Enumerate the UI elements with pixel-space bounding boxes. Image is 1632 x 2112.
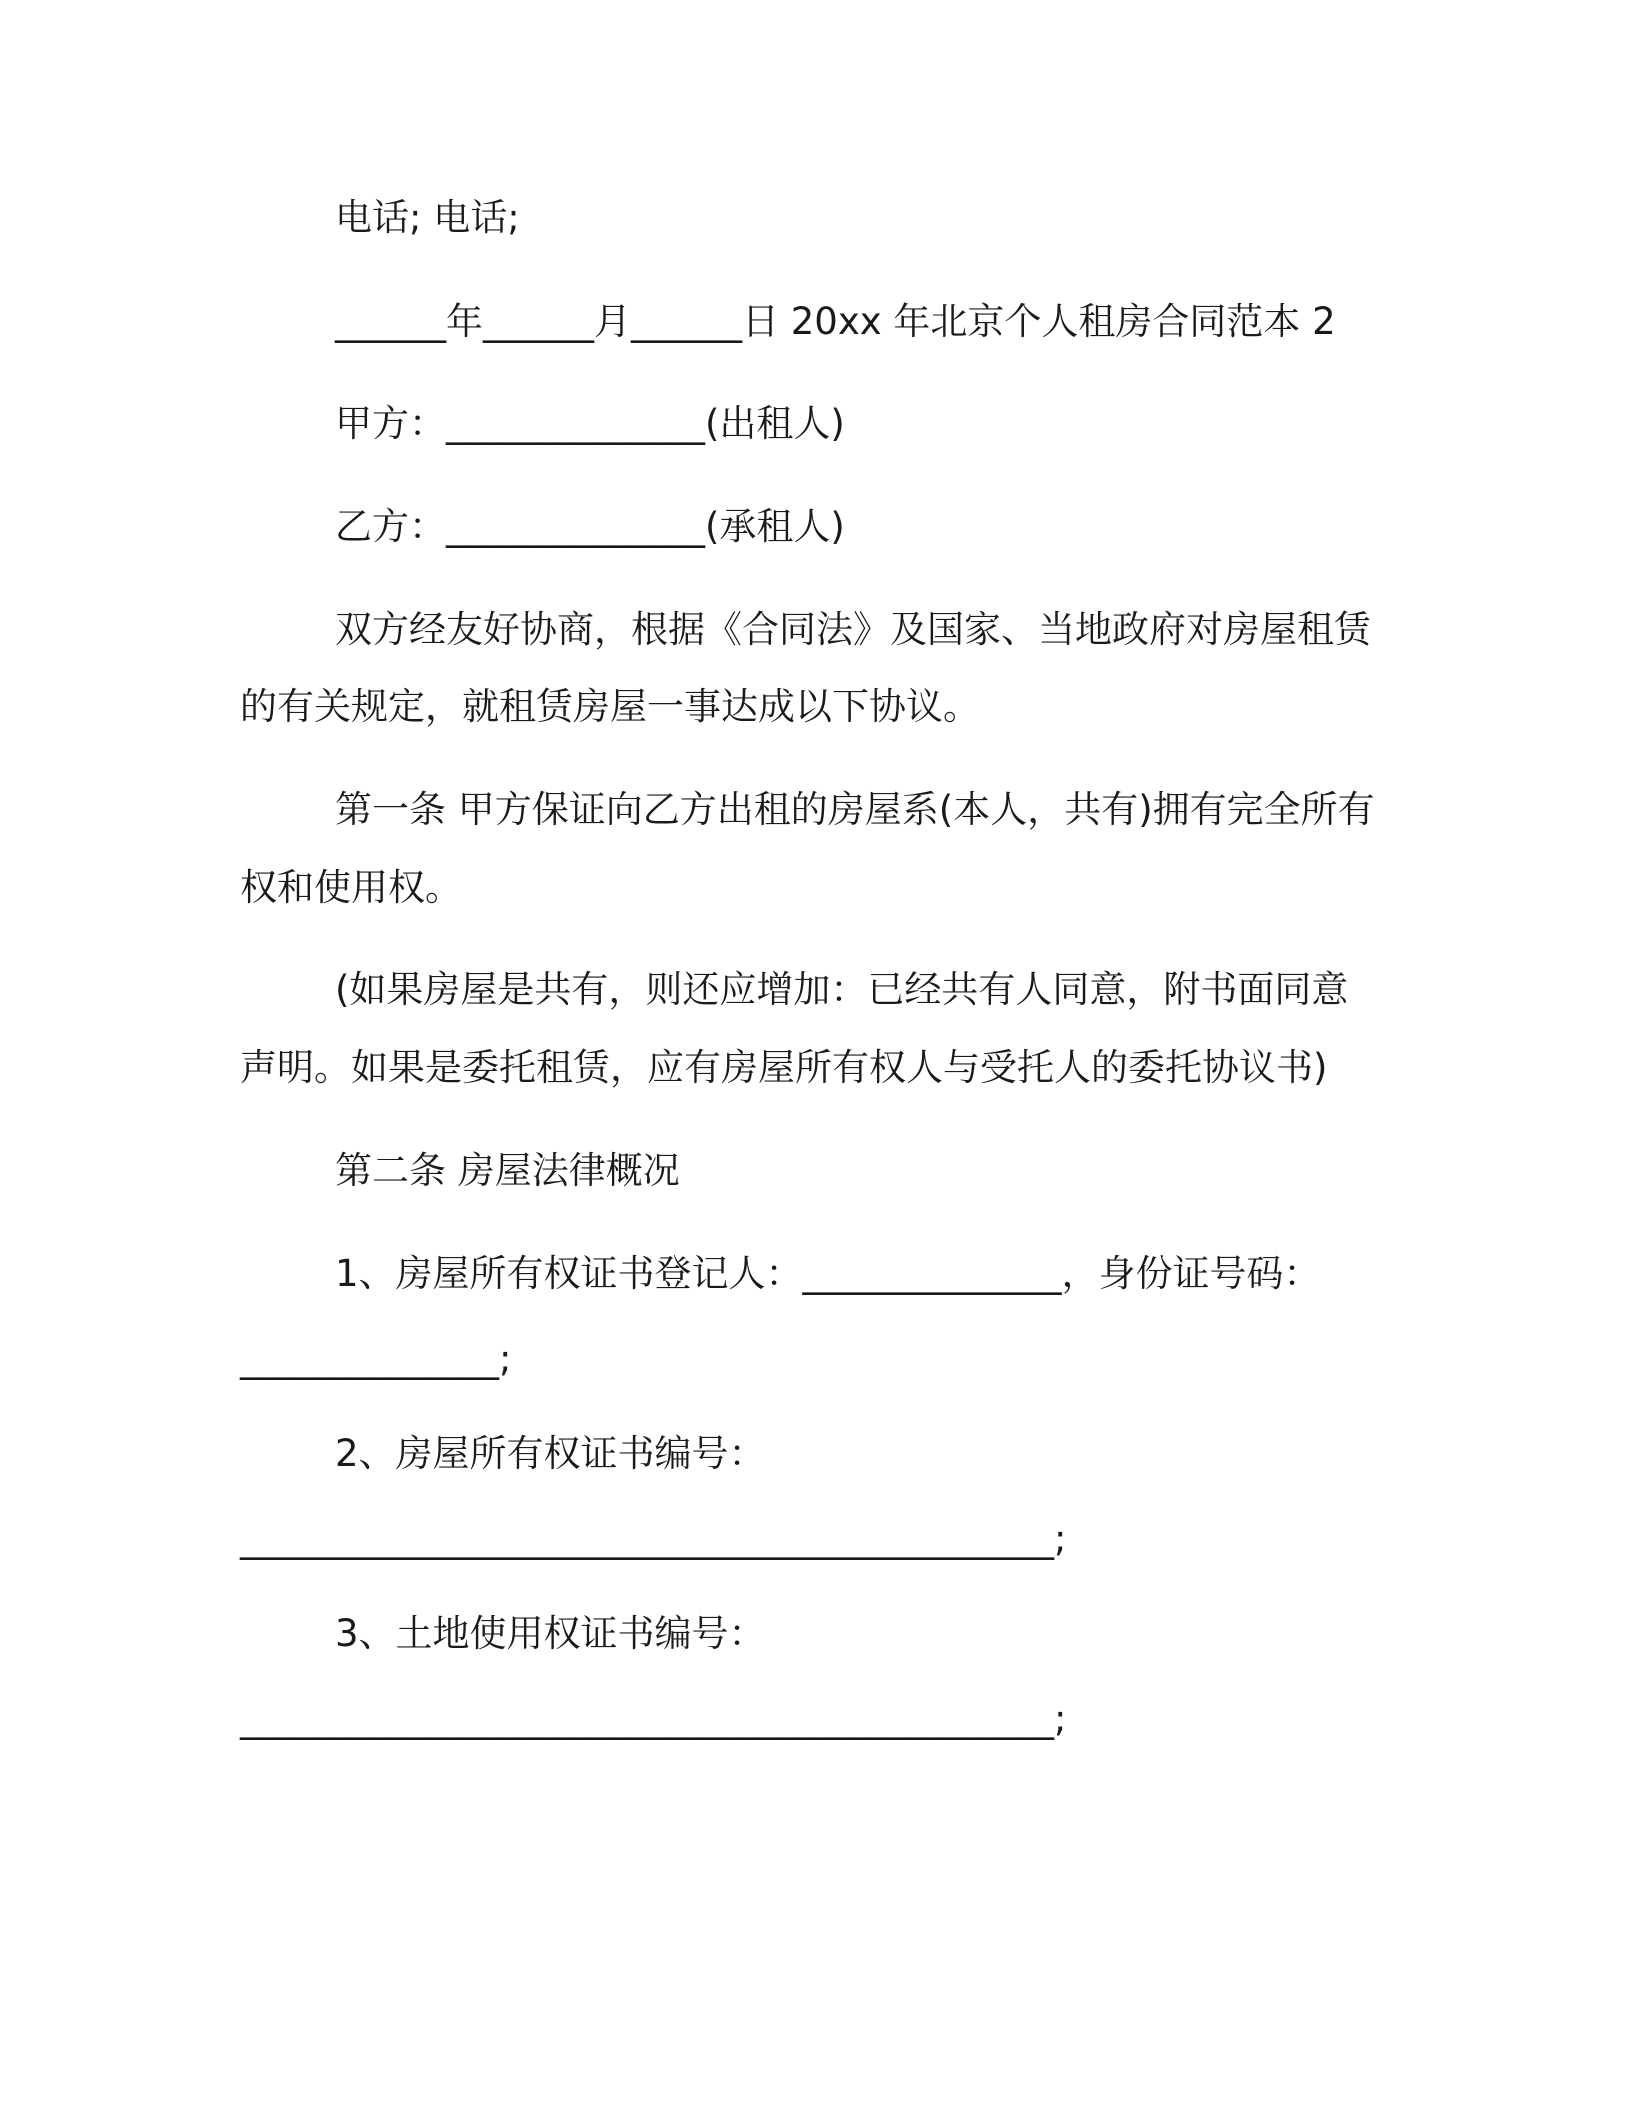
party-a-line: 甲方：______________(出租人) <box>335 402 845 445</box>
intro-paragraph-line-2: 的有关规定，就租赁房屋一事达成以下协议。 <box>240 685 980 728</box>
item-2-line-1: 2、房屋所有权证书编号： <box>335 1432 766 1475</box>
article-1-line-1: 第一条 甲方保证向乙方出租的房屋系(本人，共有)拥有完全所有 <box>335 788 1375 831</box>
intro-paragraph-line-1: 双方经友好协商，根据《合同法》及国家、当地政府对房屋租赁 <box>335 608 1371 651</box>
item-3-line-1: 3、土地使用权证书编号： <box>335 1612 766 1655</box>
item-2-line-2: ____________________________________________; <box>240 1517 1067 1560</box>
item-3-line-2: ____________________________________________; <box>240 1697 1067 1740</box>
item-1-line-1: 1、房屋所有权证书登记人：______________，身份证号码： <box>335 1252 1321 1295</box>
article-1-line-2: 权和使用权。 <box>240 866 462 909</box>
party-b-line: 乙方：______________(承租人) <box>335 505 845 548</box>
phone-line: 电话; 电话; <box>335 196 520 239</box>
note-line-1: (如果房屋是共有，则还应增加：已经共有人同意，附书面同意 <box>335 968 1349 1011</box>
note-line-2: 声明。如果是委托租赁，应有房屋所有权人与受托人的委托协议书) <box>240 1046 1328 1089</box>
article-2-heading: 第二条 房屋法律概况 <box>335 1149 680 1192</box>
date-title-line: ______年______月______日 20xx 年北京个人租房合同范本 2 <box>335 300 1336 343</box>
item-1-line-2: ______________; <box>240 1337 512 1380</box>
